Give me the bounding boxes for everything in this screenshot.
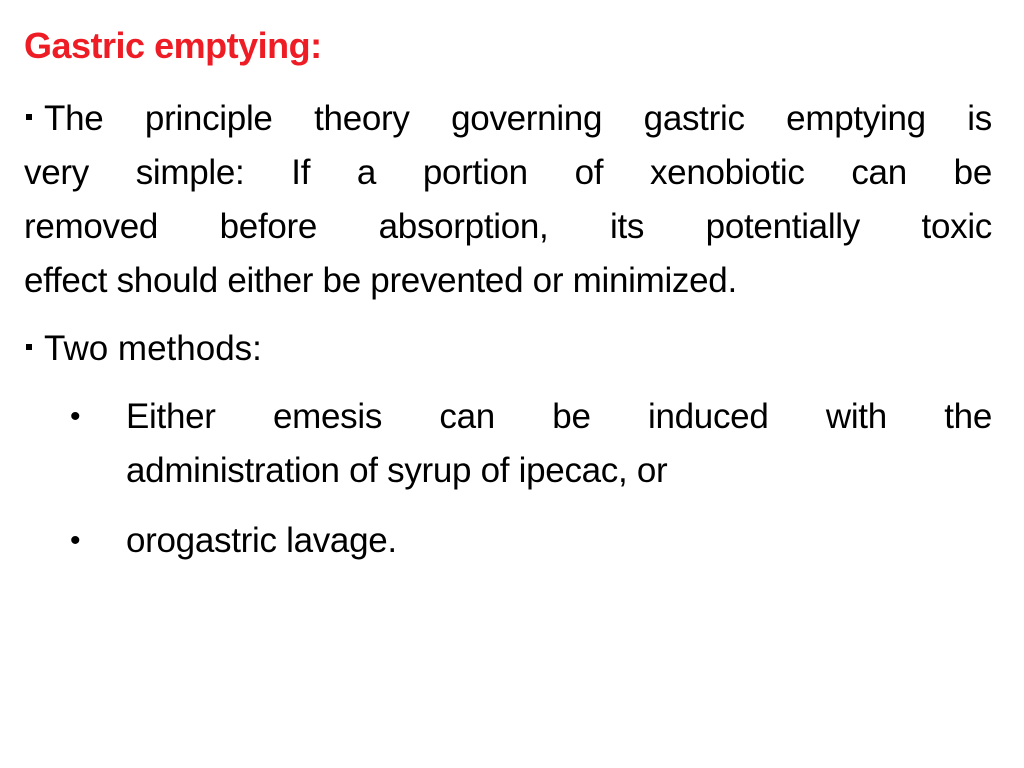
slide-title: Gastric emptying: (24, 25, 322, 66)
method-item-lavage (126, 514, 992, 568)
round-bullet-icon: • (70, 400, 81, 433)
text-line: very simple: If a portion of xenobiotic can be (24, 153, 992, 192)
round-bullet-icon: • (70, 524, 81, 557)
text-line: effect should either be prevented or minimized. (24, 261, 737, 300)
bullet-point-methods (24, 322, 992, 376)
methods-heading: Two methods: (44, 329, 262, 368)
text-line (24, 92, 992, 146)
text-line: orogastric lavage. (126, 521, 397, 560)
square-bullet-icon (26, 114, 32, 120)
bullet-point-principle (24, 92, 992, 308)
text-line: removed before absorption, its potentially toxic (24, 207, 992, 246)
text-line-content: The principle theory governing gastric emptying is (44, 99, 992, 138)
text-line: administration of syrup of ipecac, or (126, 451, 668, 490)
square-bullet-icon (26, 344, 32, 350)
text-line: Either emesis can be induced with the (126, 397, 992, 436)
method-item-emesis (126, 390, 992, 498)
